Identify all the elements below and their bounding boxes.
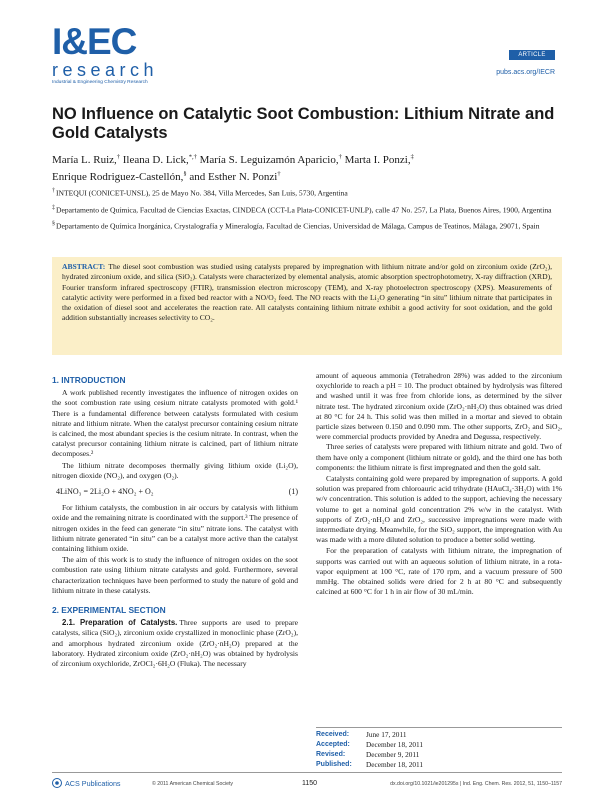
article-type-badge: ARTICLE <box>509 50 555 60</box>
journal-logo-sub: research <box>52 60 159 80</box>
journal-logo-tagline: Industrial & Engineering Chemistry Research <box>52 80 148 85</box>
page-footer <box>52 772 562 790</box>
acs-logo-icon <box>52 778 62 788</box>
affiliation: ‡Departamento de Química, Facultad de Ciencias Exactas, CINDECA (CCT-La Plata-CONICET-UNLP), calle 47 No. 257, La Plata, Buenos Aires, 1900, Argentina <box>52 204 552 215</box>
author-affiliation-mark: § <box>183 170 187 178</box>
paragraph: A work published recently investigates the influence of nitrogen oxides on the soot combustion rate using cesium nitrate catalysts promoted with gold.¹ There is a fundamental difference between catalysts formulated with cesium nitrate and lithium nitrate. When the catalyst precursor containing cesium nitrate is calcined, the most abundant species is the cesium nitrate. In contrast, when the catalyst precursor containing lithium nitrate is calcined, part of lithium nitrate decomposes.² <box>52 388 298 459</box>
date-row: Revised: December 9, 2011 <box>316 750 420 759</box>
citation-doi[interactable]: dx.doi.org/10.1021/ie201295s | Ind. Eng. Chem. Res. 2012, 51, 1150–1157 <box>390 781 562 787</box>
journal-logo-main: I&EC <box>52 21 137 62</box>
page-number: 1150 <box>302 780 318 787</box>
section-heading-experimental[interactable]: 2. EXPERIMENTAL SECTION <box>52 605 166 616</box>
author-affiliation-mark: † <box>338 153 342 160</box>
acs-publications-logo[interactable]: ACS Publications <box>52 778 121 788</box>
paragraph: For the preparation of catalysts with lithium nitrate, the impregnation of supports was carried out with an aqueous solution of lithium nitrate, in a rota-vapor equipment at 100 °C, rate of 170 rpm, and a vacuum pressure of 500 mmHg. The obtained solids were dried for 2 h at 80 °C and subsequently calcined at 600 °C for 1 h in air flow of 30 mL/min. <box>316 546 562 597</box>
author-affiliation-mark: ‡ <box>410 153 414 160</box>
article-dates <box>316 727 562 770</box>
equation-text: 4LiNO₃ = 2Li₂O + 4NO₂ + O₂ <box>56 487 154 497</box>
abstract-text: The diesel soot combustion was studied using catalysts prepared by impregnation with lithium nitrate and/or gold on zirconium oxide (ZrO₂), hydrated zirconium oxide, and silica (SiO₂). Catalysts were characterized by elemental analysis, atomic absorption spectrophotometry, X-ray diffraction (XRD), Fourier transform infrared spectroscopy (FTIR), transmission electron microscopy (TEM), and X-ray photoelectron spectroscopy (XPS). Measurements of catalytic activity were performed in a fixed bed reactor with a NO/O₂ feed. The NO reacts with the Li₂O generating “in situ” lithium nitrate that participates in the oxidation of diesel soot and accelerates the reaction rate. All catalysts containing lithium nitrate exhibit a good activity for soot oxidation, and the gold addition substantially increases selectivity to CO₂. <box>62 262 552 323</box>
author-affiliation-mark: † <box>277 170 281 178</box>
equation-number: (1) <box>288 487 298 497</box>
affiliation: §Departamento de Química Inorgánica, Crystalografía y Mineralogía, Facultad de Ciencias, Universidad de Málaga, Campus de Teatinos, Málaga, 29071, Spain <box>52 221 540 231</box>
paragraph: The lithium nitrate decomposes thermally giving lithium oxide (Li₂O), nitrogen dioxide (NO₂), and oxygen (O₂). <box>52 460 298 480</box>
author[interactable]: Marta I. Ponzi,‡ <box>344 153 414 166</box>
right-column <box>316 371 562 598</box>
author-affiliation-mark: *,† <box>188 153 197 160</box>
paragraph: The aim of this work is to study the influence of nitrogen oxides on the soot combustion rate using lithium nitrate catalysts and gold. Furthermore, several characterization techniques have been performed to study the nature of gold and lithium nitrate in these catalysts. <box>52 555 298 595</box>
paragraph: For lithium catalysts, the combustion in air occurs by catalysis with lithium oxide and the remaining nitrate is coordinated with the support.³ The presence of nitrogen oxides in the feed can generate “in situ” nitrate ions. The catalyst with lithium nitrate generated “in situ” can be a catalyst more active than the catalyst containing lithium oxide. <box>52 503 298 554</box>
author-list <box>52 150 562 184</box>
equation-1 <box>52 487 298 497</box>
author[interactable]: Enrique Rodriguez-Castellón,§ <box>52 170 187 183</box>
section-heading-introduction[interactable]: 1. INTRODUCTION <box>52 375 126 385</box>
affiliation-list <box>52 186 562 236</box>
paragraph: 2.1. Preparation of Catalysts. Three supports are used to prepare catalysts, silica (SiO₂), zirconium oxide crystallized in monoclinic phase (ZrO₂), and amorphous hydrated zirconium oxide (ZrO₂·nH₂O) prepared at the laboratory. Hydrated zirconium oxide (ZrO₂·nH₂O) was obtained by hydrolysis of zirconium oxychloride, ZrOCl₂·6H₂O (Fluka). The necessary <box>52 618 298 669</box>
copyright: © 2011 American Chemical Society <box>152 781 233 787</box>
article-title: NO Influence on Catalytic Soot Combustion: Lithium Nitrate and Gold Catalysts <box>52 105 555 142</box>
date-row: Accepted: December 18, 2011 <box>316 740 424 749</box>
date-row: Received: June 17, 2011 <box>316 730 407 739</box>
paragraph: amount of aqueous ammonia (Tetrahedron 28%) was added to the zirconium oxychloride to reach a pH = 10. The product obtained by hydrolysis was filtered and washed until it was free from chloride ions, as determined by the silver nitrate test. The hydrated zirconium oxide (ZrO₂·nH₂O) thus obtained was dried at 80 °C for 24 h. This solid was then milled in a mortar and sieved to obtain particle sizes between 0.150 and 0.090 mm. The other supports, ZrO₂ and SiO₂, were commercial products provided by Anedra and Degussa, respectively. <box>316 371 562 442</box>
author[interactable]: María S. Leguizamón Aparicio,† <box>199 153 342 166</box>
journal-logo <box>52 21 162 96</box>
author[interactable]: and Esther N. Ponzi† <box>189 170 281 183</box>
paragraph: Three series of catalysts were prepared with lithium nitrate and gold. Two of them have only a component (lithium nitrate or gold), and the third one has both components: the lithium nitrate is first impregnated and then the gold salt. <box>316 442 562 472</box>
date-row: Published: December 18, 2011 <box>316 760 424 769</box>
paragraph: Catalysts containing gold were prepared by impregnation of supports. A gold solution was prepared from chloroauric acid trihydrate (HAuCl₄·3H₂O) with 1% w/v concentration. This solution is added to the support, achieving the necessary volume to get a nominal gold concentration 2% w/w in the catalyst. With supports of ZrO₂·nH₂O and ZrO₂, successive impregnations were made with intermediate drying. Meanwhile, for the SiO₂ support, the impregnation with Au was made with a more diluted solution to produce a better solid wetting. <box>316 474 562 545</box>
affiliation: †INTEQUI (CONICET-UNSL), 25 de Mayo No. 384, Villa Mercedes, San Luis, 5730, Argentina <box>52 188 348 198</box>
author[interactable]: María L. Ruiz,† <box>52 153 121 166</box>
author[interactable]: Ileana D. Lick,*,† <box>122 153 197 166</box>
author-affiliation-mark: † <box>116 153 121 160</box>
left-column <box>52 375 298 670</box>
journal-url-link[interactable]: pubs.acs.org/IECR <box>496 69 555 76</box>
abstract <box>52 257 562 355</box>
subsection-heading: 2.1. Preparation of Catalysts. <box>62 618 178 628</box>
abstract-label: ABSTRACT: <box>62 262 106 271</box>
